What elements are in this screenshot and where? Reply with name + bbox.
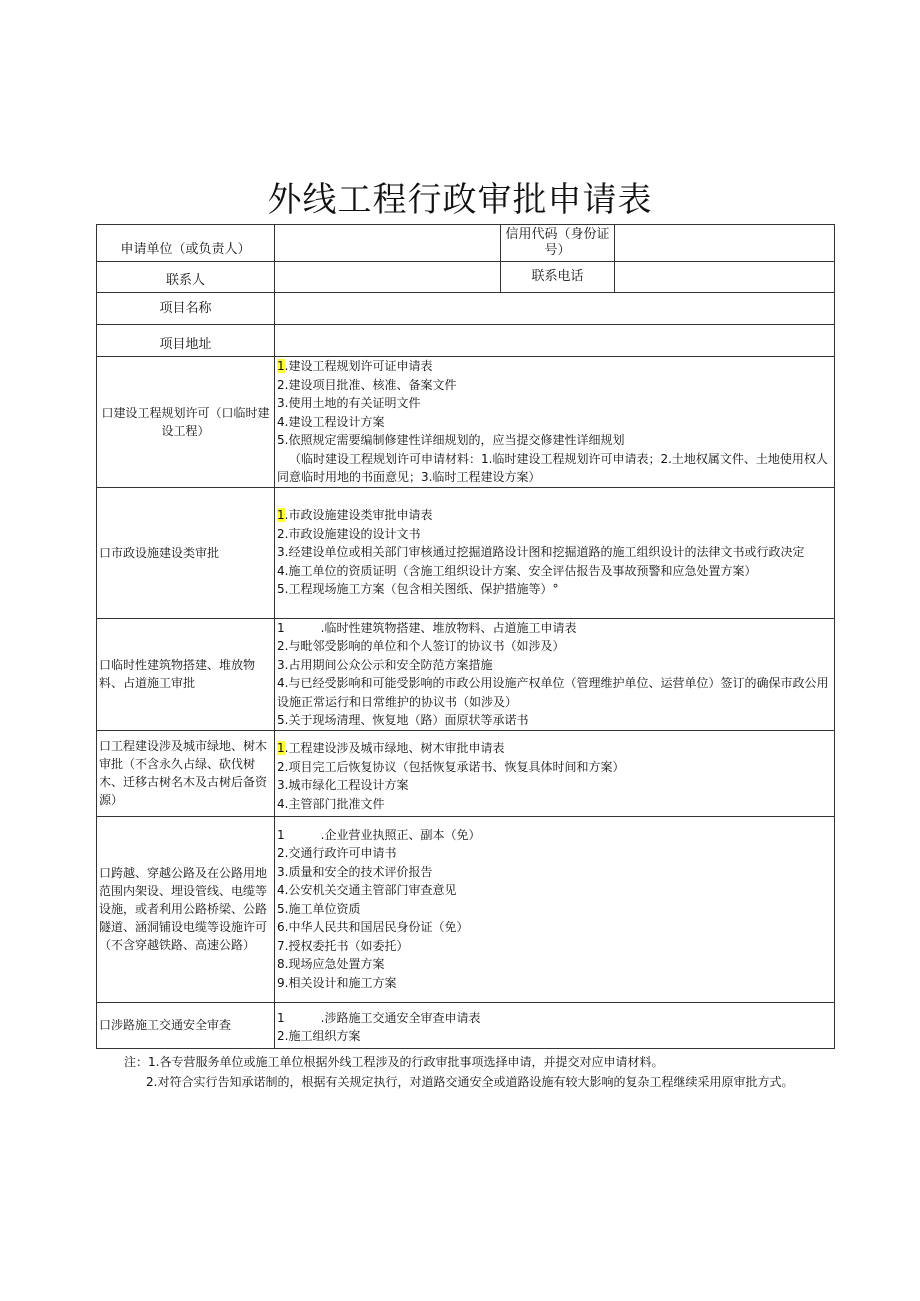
item-text: 4.施工单位的资质证明（含施工组织设计方案、安全评估报告及事故预警和应急处置方案）	[277, 563, 757, 578]
item-text: 8.现场应急处置方案	[277, 957, 385, 972]
section-items	[275, 1002, 835, 1048]
applicant-input[interactable]	[275, 225, 501, 262]
section-items	[275, 487, 835, 618]
project-name-label: 项目名称	[97, 293, 275, 325]
item-number: 1	[277, 741, 285, 755]
item-text: .市政设施建设类审批申请表	[284, 508, 433, 523]
section-category[interactable]: 口建设工程规划许可（口临时建设工程）	[97, 357, 275, 488]
item-text: 4.公安机关交通主管部门审查意见	[277, 883, 457, 898]
item-number: 1	[277, 508, 285, 523]
phone-input[interactable]	[615, 262, 835, 293]
item-text: 3.质量和安全的技术评价报告	[277, 864, 433, 879]
contact-input[interactable]	[275, 262, 501, 293]
item-text: 3.城市绿化工程设计方案	[277, 778, 409, 792]
item-text: 4.与已经受影响和可能受影响的市政公用设施产权单位（管理维护单位、运营单位）签订的确保市政公用设施正常运行和日常维护的协议书（如涉及）	[277, 676, 829, 709]
phone-label: 联系电话	[501, 262, 615, 293]
section-row	[97, 487, 835, 618]
section-category[interactable]: 口工程建设涉及城市绿地、树木审批（不含永久占绿、砍伐树木、迁移古树名木及古树后备资源）	[97, 730, 275, 816]
section-category[interactable]: 口临时性建筑物搭建、堆放物料、占道施工审批	[97, 618, 275, 730]
project-address-input[interactable]	[275, 325, 835, 357]
section-category[interactable]: 口跨越、穿越公路及在公路用地范围内架设、埋设管线、电缆等设施，或者利用公路桥梁、公路隧道、涵洞铺设电缆等设施许可（不含穿越铁路、高速公路）	[97, 816, 275, 1002]
item-text: 2.施工组织方案	[277, 1029, 361, 1043]
section-row	[97, 1002, 835, 1048]
item-text: 6.中华人民共和国居民身份证（免）	[277, 920, 469, 935]
credit-code-label: 信用代码（身份证号）	[501, 225, 615, 262]
contact-row	[97, 262, 835, 293]
item-text: 7.授权委托书（如委托）	[277, 938, 409, 953]
item-text: 2.建设项目批准、核准、备案文件	[277, 377, 457, 392]
item-text: （临时建设工程规划许可申请材料：1.临时建设工程规划许可申请表；2.土地权属文件、土地使用权人同意临时用地的书面意见；3.临时工程建设方案）	[277, 451, 828, 484]
section-category[interactable]: 口市政设施建设类审批	[97, 487, 275, 618]
section-row	[97, 618, 835, 730]
section-row	[97, 357, 835, 488]
section-items	[275, 618, 835, 730]
item-text: 3.使用土地的有关证明文件	[277, 396, 421, 410]
item-text: 1 .涉路施工交通安全审查申请表	[277, 1010, 481, 1025]
application-form-table	[96, 224, 835, 1049]
note-line: 2.对符合实行告知承诺制的，根据有关规定执行，对道路交通安全或道路设施有较大影响的复杂工程继续采用原审批方式。	[146, 1075, 794, 1089]
note-line: 注：1.各专营服务单位或施工单位根据外线工程涉及的行政审批事项选择申请，并提交对应申请材料。	[124, 1055, 664, 1069]
contact-label: 联系人	[97, 262, 275, 293]
item-text: 2.交通行政许可申请书	[277, 846, 397, 861]
applicant-row	[97, 225, 835, 262]
form-notes	[124, 1052, 793, 1092]
item-text: .建设工程规划许可证申请表	[284, 359, 433, 373]
item-text: 5.工程现场施工方案（包含相关图纸、保护措施等）°	[277, 582, 559, 597]
section-items	[275, 730, 835, 816]
item-number: 1	[277, 359, 285, 373]
section-row	[97, 730, 835, 816]
item-text: 5.施工单位资质	[277, 901, 361, 916]
item-text: .工程建设涉及城市绿地、树木审批申请表	[284, 741, 505, 755]
credit-code-input[interactable]	[615, 225, 835, 262]
project-name-input[interactable]	[275, 293, 835, 325]
section-items	[275, 816, 835, 1002]
item-text: 2.与毗邻受影响的单位和个人签订的协议书（如涉及）	[277, 639, 565, 653]
item-text: 3.经建设单位或相关部门审核通过挖掘道路设计图和挖掘道路的施工组织设计的法律文书或行政决定	[277, 545, 805, 560]
project-address-label: 项目地址	[97, 325, 275, 357]
item-text: 5.依照规定需要编制修建性详细规划的，应当提交修建性详细规划	[277, 433, 625, 447]
item-text: 5.关于现场清理、恢复地（路）面原状等承诺书	[277, 713, 529, 727]
project-address-row	[97, 325, 835, 357]
section-category[interactable]: 口涉路施工交通安全审查	[97, 1002, 275, 1048]
item-text: 9.相关设计和施工方案	[277, 975, 397, 990]
item-text: 1 .企业营业执照正、副本（免）	[277, 827, 481, 842]
applicant-label: 申请单位（或负责人）	[97, 225, 275, 262]
item-text: 2.项目完工后恢复协议（包括恢复承诺书、恢复具体时间和方案）	[277, 759, 625, 774]
section-row	[97, 816, 835, 1002]
form-title: 外线工程行政审批申请表	[267, 180, 653, 220]
item-text: 4.主管部门批准文件	[277, 796, 385, 811]
item-text: 4.建设工程设计方案	[277, 414, 385, 429]
item-text: 2.市政设施建设的设计文书	[277, 526, 421, 541]
item-text: 1 .临时性建筑物搭建、堆放物料、占道施工申请表	[277, 620, 577, 635]
project-name-row	[97, 293, 835, 325]
item-text: 3.占用期间公众公示和安全防范方案措施	[277, 657, 493, 672]
section-items	[275, 357, 835, 488]
